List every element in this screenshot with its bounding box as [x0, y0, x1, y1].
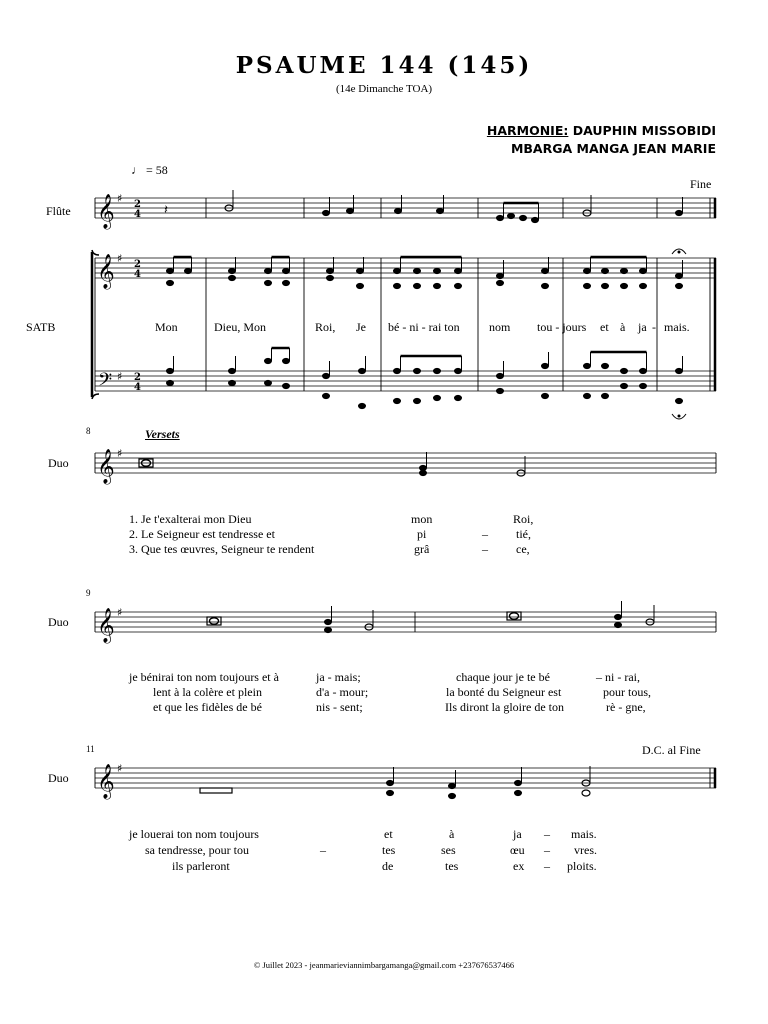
- refrain-lyric: bé - ni - rai ton: [388, 320, 460, 334]
- verse-syllable: tié,: [516, 527, 531, 541]
- svg-text:4: 4: [134, 382, 141, 393]
- verse-syllable: nis - sent;: [316, 700, 363, 714]
- verse-hyphen: –: [544, 827, 550, 841]
- tempo-marking: ♩ = 58: [131, 163, 168, 177]
- verse-syllable: vres.: [574, 843, 597, 857]
- clefs-and-signatures: [97, 192, 141, 800]
- measure-number: 11: [86, 744, 95, 754]
- satb-bass-notes: [167, 348, 687, 419]
- verse-syllable: ja - mais;: [316, 670, 361, 684]
- refrain-lyric: à: [620, 320, 626, 334]
- svg-text:2: 2: [134, 259, 141, 270]
- verse-hyphen: –: [482, 542, 488, 556]
- verse-hyphen: –: [544, 859, 550, 873]
- refrain-lyric: Dieu, Mon: [214, 320, 266, 334]
- verse-line-2: sa tendresse, pour tou: [145, 843, 249, 857]
- versets-heading: Versets: [145, 427, 180, 441]
- treble-clef-icon: 𝄞: [97, 608, 115, 643]
- quarter-rest-icon: 𝄽: [164, 202, 168, 217]
- verse-line-3: ils parleront: [172, 859, 230, 873]
- refrain-lyric: ja: [638, 320, 647, 334]
- instrument-label-duo: Duo: [48, 615, 69, 629]
- refrain-lyric: nom: [489, 320, 511, 334]
- verse-syllable: d'a - mour;: [316, 685, 369, 699]
- sharp-icons: [117, 192, 122, 775]
- verse-syllable: ja: [513, 827, 522, 841]
- refrain-lyric: tou - jours: [537, 320, 587, 334]
- svg-text:♯: ♯: [117, 447, 123, 460]
- time-signatures: [134, 199, 141, 393]
- svg-text:4: 4: [134, 209, 141, 220]
- refrain-lyric: -: [652, 320, 656, 334]
- instrument-label-duo: Duo: [48, 771, 69, 785]
- svg-text:♯: ♯: [117, 252, 123, 265]
- instrument-label-flute: Flûte: [46, 204, 71, 218]
- svg-text:4: 4: [134, 269, 141, 280]
- svg-text:2: 2: [134, 199, 141, 210]
- verse-syllable: ex: [513, 859, 525, 873]
- verse-syllable: tes: [445, 859, 459, 873]
- bass-clef-icon: 𝄢: [98, 370, 113, 395]
- verse-syllable: Ils diront la gloire de ton: [445, 700, 564, 714]
- verse-syllable: Roi,: [513, 512, 534, 526]
- verse-syllable: mais.: [571, 827, 597, 841]
- refrain-lyric: Mon: [155, 320, 178, 334]
- verse-line-1: je bénirai ton nom toujours et à: [129, 670, 279, 684]
- verse-hyphen: –: [482, 527, 488, 541]
- verse-line-1: je louerai ton nom toujours: [129, 827, 259, 841]
- verse-syllable: rè - gne,: [606, 700, 646, 714]
- verse-syllable: tes: [382, 843, 396, 857]
- verse-syllable: et: [384, 827, 393, 841]
- verse-hyphen: –: [544, 843, 550, 857]
- verse-line-2: 2. Le Seigneur est tendresse et: [129, 527, 275, 541]
- verse-syllable: à: [449, 827, 455, 841]
- verse-syllable: chaque jour je te bé: [456, 670, 550, 684]
- verse-syllable: œu: [510, 843, 525, 857]
- svg-text:♯: ♯: [117, 192, 123, 205]
- harmonie-label: HARMONIE:: [486, 123, 569, 138]
- verse-syllable: pour tous,: [603, 685, 651, 699]
- treble-clef-icon: 𝄞: [97, 449, 115, 484]
- footer-copyright: © Juillet 2023 - jeanmarieviannimbargamanga@gmail.com +237676537466: [253, 960, 515, 970]
- verse-syllable: grâ: [414, 542, 430, 556]
- dc-al-fine-marking: D.C. al Fine: [642, 743, 701, 757]
- verse-hyphen: –: [320, 843, 326, 857]
- harmonie-name-2: MBARGA MANGA JEAN MARIE: [510, 141, 716, 156]
- verse-line-2: lent à la colère et plein: [153, 685, 262, 699]
- satb-treble-notes: [167, 249, 687, 289]
- harmonie-name: DAUPHIN MISSOBIDI: [568, 123, 716, 138]
- verse-syllable: la bonté du Seigneur est: [446, 685, 562, 699]
- measure-number: 8: [86, 426, 91, 436]
- treble-clef-icon: 𝄞: [97, 764, 115, 799]
- verse-syllable: ploits.: [567, 859, 597, 873]
- verse-line-1: 1. Je t'exalterai mon Dieu: [129, 512, 252, 526]
- verse-syllable: mon: [411, 512, 433, 526]
- svg-text:♯: ♯: [117, 606, 123, 619]
- page-subtitle: (14e Dimanche TOA): [335, 83, 433, 95]
- verse-syllable: pi: [417, 527, 427, 541]
- page-title: PSAUME 144 (145): [235, 52, 533, 79]
- refrain-lyric: mais.: [664, 320, 690, 334]
- verse-syllable: ce,: [516, 542, 530, 556]
- treble-clef-icon: 𝄞: [97, 194, 115, 229]
- fine-marking: Fine: [690, 177, 712, 191]
- instrument-label-duo: Duo: [48, 456, 69, 470]
- svg-text:2: 2: [134, 372, 141, 383]
- measure-number: 9: [86, 588, 91, 598]
- refrain-lyric: Roi,: [315, 320, 336, 334]
- verse-syllable: ses: [441, 843, 456, 857]
- verse-line-3: 3. Que tes œuvres, Seigneur te rendent: [129, 542, 315, 556]
- svg-text:♯: ♯: [117, 370, 123, 383]
- svg-text:♯: ♯: [117, 762, 123, 775]
- treble-clef-icon: 𝄞: [97, 254, 115, 289]
- verse-syllable: – ni - rai,: [596, 670, 640, 684]
- verse-syllable: de: [382, 859, 394, 873]
- verse-line-3: et que les fidèles de bé: [153, 700, 262, 714]
- refrain-lyric: Je: [356, 320, 366, 334]
- instrument-label-satb: SATB: [26, 320, 56, 334]
- refrain-lyric: et: [600, 320, 609, 334]
